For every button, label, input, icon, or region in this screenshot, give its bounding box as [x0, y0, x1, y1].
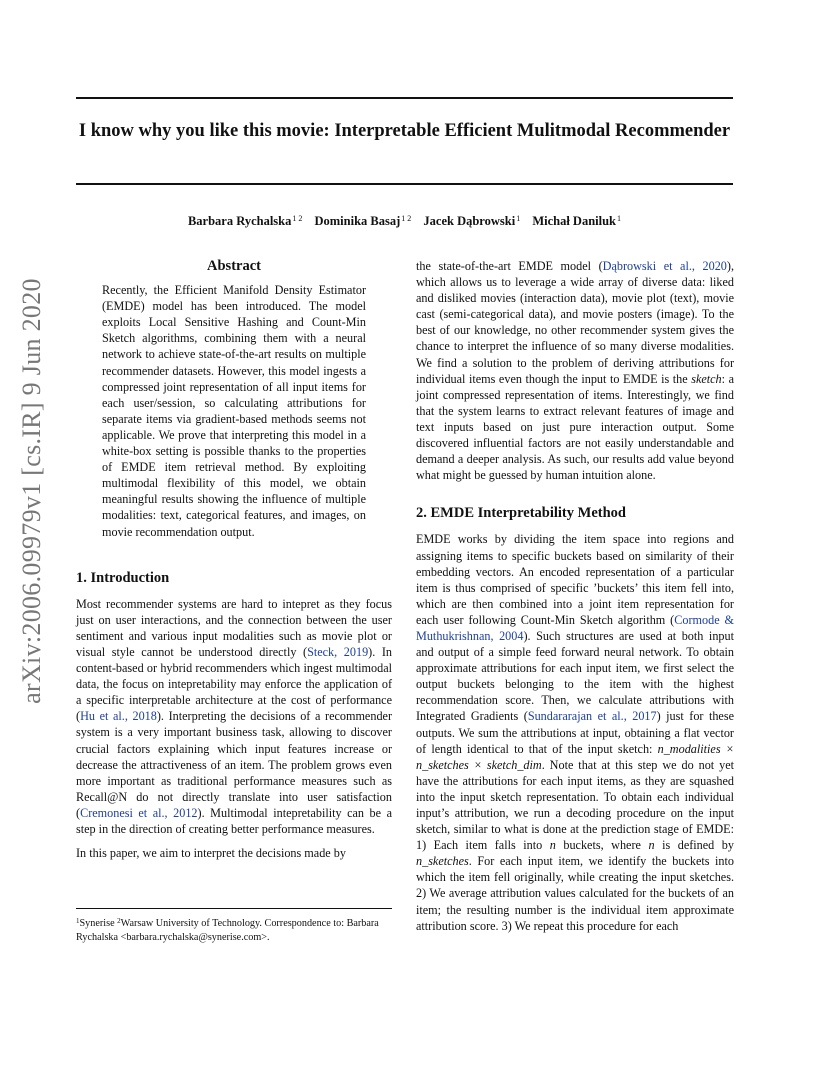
author-list	[76, 211, 733, 229]
section-heading-introduction: 1. Introduction	[76, 569, 170, 586]
author-affiliation: 1 2	[292, 214, 303, 223]
body-text: ), which allows us to leverage a wide array of diverse data: liked and disliked movies (interaction data), movie plot (text), movie cast (semi-categorical data), and movie posters (image). To the best of our knowledge, no other recommender system gives the chance to interpret the influence of so many diverse modalities. We find a solution to the problem of deriving attributions for individual items even though the input to EMDE is the	[416, 259, 735, 386]
title-rule-top	[76, 97, 733, 99]
footnote-marker: 1	[76, 917, 80, 925]
abstract-heading: Abstract	[207, 258, 261, 274]
footnote	[76, 908, 392, 944]
math-variable: n_sketches	[416, 854, 469, 869]
intro-paragraph-2: In this paper, we aim to interpret the decisions made by	[76, 846, 346, 861]
author-name: Barbara Rychalska	[187, 214, 292, 228]
section-heading-emde: 2. EMDE Interpretability Method	[416, 505, 626, 522]
body-text: the state-of-the-art EMDE model (	[416, 259, 603, 273]
citation-link[interactable]: Steck, 2019	[307, 644, 369, 659]
intro-paragraph	[76, 596, 392, 837]
left-column	[76, 258, 392, 861]
math-variable: n	[648, 838, 655, 853]
citation-link[interactable]: Sundararajan et al., 2017	[527, 709, 657, 724]
body-text: EMDE works by dividing the item space into regions and assigning items to specific buckets based on similarity of their embedding vectors. An encoded representation of a particular item is thus comprised of specific ’buckets’ this item fell into, which are then combined into a joint item representation for each user following Count-Min Sketch algorithm (	[416, 532, 734, 627]
right-column	[416, 258, 734, 934]
body-text: ). Such structures are used at both input and output of a simple feed forward neural network. To obtain approximate attributions for each input item, we first select the output buckets belonging to the item with the highest recommendation score. Then, we calculate attributions with Integrated Gradients (	[416, 628, 734, 724]
math-variable: n	[549, 838, 556, 853]
body-text: ) just for these outputs. We sum the attributions at input, obtaining a flat vector of length identical to that of the input sketch:	[416, 709, 734, 756]
body-text: ). Multimodal intepretability can be a step in the direction of creating better performance measures.	[76, 805, 392, 836]
arxiv-sidebar	[17, 278, 47, 704]
citation-link[interactable]: Dąbrowski et al., 2020	[602, 259, 727, 273]
paper-title: I know why you like this movie: Interpretable Efficient Mulitmodal Recommender	[78, 121, 731, 141]
body-text: buckets, where	[555, 838, 649, 853]
emphasis-text: sketch	[691, 371, 722, 386]
body-text: . For each input item, we identify the buckets into which the item fell originally, while creating the input sketches. 2) We average attribution values calculated for the buckets of an item; the resulting number is the individual item approximate attribution score. 3) We repeat this procedure for each	[416, 854, 734, 933]
citation-link[interactable]: Hu et al., 2018	[80, 709, 157, 724]
author-name: Dominika Basaj	[314, 214, 401, 228]
body-text: ). Interpreting the decisions of a recommender system is a very important business task, allowing to discover crucial factors explaining which input features increase or decrease the attractiveness of an item. The problem grows even more important as traditional performance measures such as Recall@N do not directly translate into user satisfaction (	[76, 709, 392, 820]
intro-continuation-paragraph	[416, 258, 734, 483]
body-text: : a joint compressed representation of items. Interestingly, we find that the system learns to extract relevant features of image and text inputs based on just pure interaction output. Some discovered influential factors are not easily understandable and demand a deeper analysis. As such, our results add value beyond what might be guessed by human intuition alone.	[416, 371, 735, 483]
footnote-text: Synerise	[79, 918, 118, 929]
method-paragraph	[416, 531, 734, 933]
author-affiliation: 1	[516, 214, 521, 223]
math-expression: n_modalities × n_sketches × sketch_dim	[416, 741, 734, 772]
footnote-marker: 2	[117, 917, 121, 925]
abstract-text: Recently, the Efficient Manifold Density Estimator (EMDE) model has been introduced. The model exploits Local Sensitive Hashing and Count-Min Sketch algorithms, combining them with a neural network to achieve state-of-the-art results on multiple recommender datasets. However, this model ingests a compressed joint representation of all input items for each user/session, so calculating attributions for separate items via gradient-based methods seems not applicable. We prove that interpreting this model in a white-box setting is possible thanks to the properties of EMDE item retrieval method. By exploiting multimodal flexibility of this model, we obtain meaningful results showing the influence of multiple modalities: text, categorical features, and images, on movie recommendation output.	[102, 283, 366, 539]
author-affiliation: 1 2	[401, 214, 412, 223]
body-text: . Note that at this step we do not yet have the attributions for each input items, as they are squashed into the input sketch representation. To obtain each individual input’s attribution, we run a decoding procedure on the input sketch, similar to what is done at the prediction stage of EMDE: 1) Each item falls into	[416, 757, 734, 853]
arxiv-identifier: arXiv:2006.09979v1 [cs.IR] 9 Jun 2020	[17, 278, 46, 704]
citation-link[interactable]: Cremonesi et al., 2012	[80, 805, 198, 820]
title-rule-bottom	[76, 183, 733, 185]
body-text: Most recommender systems are hard to intepret as they focus just on user interactions, and the connection between the user sentiment and various input modalities such as movie plot or visual style cannot be understood directly (	[76, 596, 392, 659]
body-text: ). In content-based or hybrid recommenders which ingest multimodal data, the focus on intepretability may enforce the application of a specific interpretable architecture at the cost of performance (	[76, 644, 393, 724]
author-name: Jacek Dąbrowski	[423, 214, 516, 228]
body-text: is defined by	[654, 838, 734, 853]
author-affiliation: 1	[617, 214, 622, 223]
citation-link[interactable]: Cormode & Muthukrishnan, 2004	[416, 612, 734, 643]
author-name: Michał Daniluk	[532, 214, 617, 228]
footnote-text: Warsaw University of Technology. Correspondence to: Barbara Rychalska <barbara.rychalska@synerise.com>.	[76, 918, 379, 943]
